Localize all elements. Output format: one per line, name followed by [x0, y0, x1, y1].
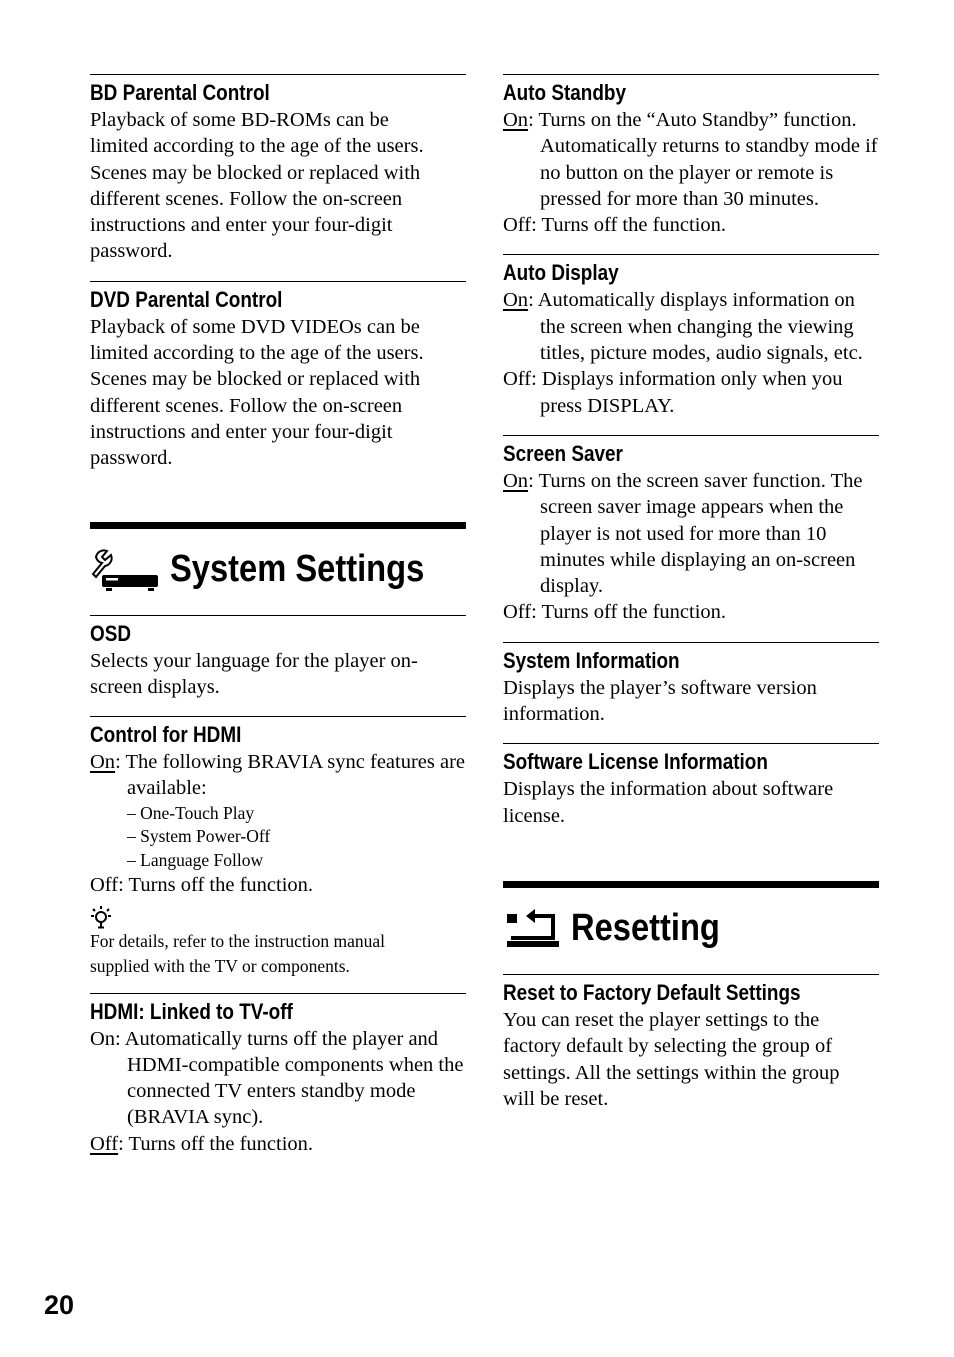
text-line: Scenes may be blocked or replaced with: [90, 161, 421, 184]
reset-arrow-icon: [503, 908, 563, 950]
screen-saver-heading: Screen Saver: [503, 440, 623, 466]
text-line: license.: [503, 804, 566, 827]
bd-parental-control-section: [90, 74, 466, 265]
auto-display-heading: Auto Display: [503, 260, 619, 286]
tip-text: [90, 929, 466, 979]
text-line: Scenes may be blocked or replaced with: [90, 368, 421, 391]
option-description: : Automatically displays information on the screen when changing the viewing titles, picture modes, audio signals, etc.: [528, 289, 863, 365]
text-line: instructions and enter your four-digit: [90, 214, 393, 237]
osd-section: [90, 615, 466, 701]
default-option-on: On: [503, 109, 529, 131]
text-line: You can reset the player settings to the: [503, 1008, 820, 1031]
page-number: 20: [44, 1290, 75, 1320]
text-line: limited according to the age of the users.: [90, 135, 424, 158]
hdmi-linked-off-option: [90, 1131, 466, 1157]
auto-display-off-option: Off: Displays information only when you press DISPLAY.: [503, 368, 843, 417]
system-information-section: [503, 642, 879, 728]
screen-saver-off-option: Off: Turns off the function.: [503, 601, 727, 624]
text-line: different scenes. Follow the on-screen: [90, 394, 403, 417]
software-license-text: [503, 776, 879, 829]
option-description: : Turns off the function.: [118, 1132, 314, 1155]
text-line: will be reset.: [503, 1087, 609, 1110]
option-description: : Turns on the “Auto Standby” function. Automatically returns to standby mode if no button on the player or remote is pressed for more than 30 minutes.: [528, 109, 878, 210]
hdmi-linked-on-option: On: Automatically turns off the player and HDMI-compatible components when the connected TV enters standby mode (BRAVIA sync).: [90, 1027, 464, 1129]
text-line: supplied with the TV or components.: [90, 955, 350, 976]
system-information-text: [503, 675, 879, 728]
text-line: For details, refer to the instruction manual: [90, 930, 385, 951]
bd-parental-control-heading: BD Parental Control: [90, 80, 270, 105]
text-line: settings. All the settings within the group: [503, 1061, 840, 1084]
resetting-title: Resetting: [571, 907, 720, 950]
default-option-on: On: [503, 469, 529, 492]
default-option-on: On: [503, 289, 529, 312]
right-column: [503, 74, 879, 1128]
screen-saver-on-option: [503, 468, 879, 599]
text-line: Displays the information about software: [503, 778, 834, 801]
sync-feature-item: – Language Follow: [127, 849, 264, 870]
text-line: password.: [90, 447, 173, 470]
text-line: instructions and enter your four-digit: [90, 420, 393, 443]
hdmi-linked-to-tv-off-section: [90, 993, 466, 1157]
system-settings-title: System Settings: [170, 548, 425, 591]
reset-to-factory-default-section: [503, 974, 879, 1112]
system-settings-banner: [90, 522, 466, 611]
default-option-on: On: [90, 751, 116, 774]
auto-standby-off-option: Off: Turns off the function.: [503, 214, 727, 237]
dvd-parental-control-text: [90, 314, 466, 472]
auto-standby-on-option: [503, 107, 879, 212]
text-line: different scenes. Follow the on-screen: [90, 187, 403, 210]
text-line: Selects your language for the player on-: [90, 649, 418, 672]
control-for-hdmi-section: [90, 716, 466, 978]
system-information-heading: System Information: [503, 647, 680, 673]
text-line: Playback of some BD-ROMs can be: [90, 109, 389, 131]
text-line: password.: [90, 240, 173, 263]
control-for-hdmi-on-option: [90, 749, 466, 802]
option-description: : Turns on the screen saver function. The screen saver image appears when the player is not used for more than 10 minutes while displaying an on-screen display.: [528, 469, 863, 598]
bd-parental-control-text: [90, 107, 466, 265]
resetting-banner: [503, 881, 879, 970]
osd-heading: OSD: [90, 620, 132, 646]
hdmi-linked-to-tv-off-heading: HDMI: Linked to TV-off: [90, 998, 293, 1024]
dvd-parental-control-heading: DVD Parental Control: [90, 286, 283, 312]
text-line: Playback of some DVD VIDEOs can be: [90, 315, 420, 338]
software-license-section: [503, 743, 879, 829]
text-line: Displays the player’s software version: [503, 676, 817, 699]
osd-text: [90, 648, 466, 701]
screen-saver-section: [503, 435, 879, 626]
reset-to-factory-default-text: [503, 1007, 879, 1112]
lightbulb-hint-icon: [90, 905, 112, 929]
auto-display-section: [503, 254, 879, 418]
auto-display-on-option: [503, 287, 879, 366]
text-line: factory default by selecting the group of: [503, 1035, 833, 1058]
sync-feature-item: – One-Touch Play: [127, 802, 255, 823]
auto-standby-heading: Auto Standby: [503, 80, 626, 105]
software-license-heading: Software License Information: [503, 749, 768, 775]
auto-standby-section: [503, 74, 879, 238]
control-for-hdmi-heading: Control for HDMI: [90, 722, 242, 748]
text-line: limited according to the age of the users.: [90, 342, 424, 365]
text-line: information.: [503, 703, 605, 726]
left-column: [90, 74, 466, 1173]
control-for-hdmi-off-option: Off: Turns off the function.: [90, 874, 314, 897]
reset-to-factory-default-heading: Reset to Factory Default Settings: [503, 979, 801, 1005]
default-option-off: Off: [90, 1132, 119, 1155]
sync-feature-item: – System Power-Off: [127, 826, 271, 847]
text-line: screen displays.: [90, 675, 220, 698]
dvd-parental-control-section: [90, 281, 466, 472]
wrench-player-icon: [90, 547, 162, 593]
option-description: : The following BRAVIA sync features are available:: [115, 751, 466, 800]
